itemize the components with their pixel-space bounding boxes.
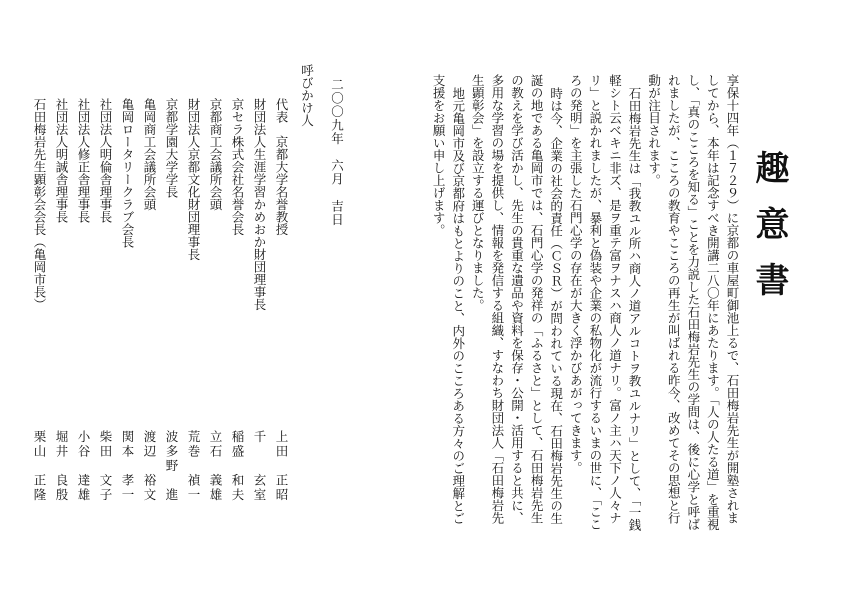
signatory-org: 財団法人生涯学習かめおか財団理事長 (252, 98, 267, 311)
signatory-name: 堀井 良殷 (54, 430, 69, 503)
signatory-org: 社団法人明倫舎理事長 (98, 98, 113, 223)
paragraph-4: 地元亀岡市及び京都府はもとよりのこと、内外のこころある方々のご理解とご支援をお願い申し上げます。 (431, 74, 466, 524)
signatory-name: 稲盛 和夫 (230, 430, 245, 503)
signatory-org: 亀岡ロータリークラブ会長 (120, 98, 135, 248)
signatory-name: 波多野 進 (164, 430, 179, 503)
signatory-name: 小谷 達雄 (76, 430, 91, 503)
page-title: 趣意書 (749, 150, 789, 318)
paragraph-1: 享保十四年（１７２９）に京都の車屋町御池上るで、石田梅岩先生が開塾されましてから、本年は記念すべき開講二八〇年にあたります。「人の人たる道」を重視し、「真のこころを知る」ことを力説した石田梅岩先生の学問は、後に心学と呼ばれましたが、こころの教育やこころの再生が叫ばれる昨今、改めてその思想と行動が注目されます。 (646, 74, 740, 531)
signatory-name: 渡辺 裕文 (142, 430, 157, 503)
signatory-name: 柴田 文子 (98, 430, 113, 503)
signatory-org: 社団法人修正舎理事長 (76, 98, 91, 223)
signatory-org: 京セラ株式会社名誉会長 (230, 98, 245, 236)
signatory-name: 荒巻 禎一 (186, 430, 201, 503)
signatory-name: 栗山 正隆 (32, 430, 47, 503)
signatory-org: 代表 京都大学名誉教授 (274, 98, 289, 236)
signatory-org: 社団法人明誠舎理事長 (54, 98, 69, 223)
signatory-org: 石田梅岩先生顕彰会会長（亀岡市長） (32, 98, 47, 311)
signatory-org: 財団法人京都文化財団理事長 (186, 98, 201, 261)
signatory-org: 亀岡商工会議所会頭 (142, 98, 157, 211)
date: 二〇〇九年 六月 吉日 (329, 78, 345, 227)
signatory-name: 立石 義雄 (208, 430, 223, 503)
signatory-name: 関本 孝一 (120, 430, 135, 503)
body-text (352, 74, 742, 534)
paragraph-3: 時は今、企業の社会的責任（ＣＳＲ）が問われている現在、石田梅岩先生の生誕の地である亀岡市では、石門心学の発祥の「ふるさと」として、石田梅岩先生の教えを学び活かし、先生の貴重な遺品や資料を保存・公開・活用すると共に、多用な学習の場を提供し、情報を発信する組織、すなわち財団法人「石田梅岩先生顕彰会」を設立する運びとなりました。 (470, 74, 564, 524)
signatory-org: 京都商工会議所会頭 (208, 98, 223, 211)
caller-heading: 呼びかけ人 (299, 64, 315, 127)
signatory-name: 千 玄室 (252, 430, 267, 503)
signatory-name: 上田 正昭 (274, 430, 289, 503)
paragraph-2: 石田梅岩先生は「我教ユル所ハ商人ノ道アルコトヲ教ユルナリ」として、「一銭軽シト云ベキニ非ズ、是ヲ重テ富ヲナスハ商人ノ道ナリ。富ノ主ハ天下ノ人々ナリ」と説かれましたが、暴利と偽装や企業の私物化が流行するいまの世に、「こころの発明」を主張した石門心学の存在が大きく浮かびあがってきます。 (568, 74, 643, 531)
signatory-org: 京都学園大学学長 (164, 98, 179, 198)
